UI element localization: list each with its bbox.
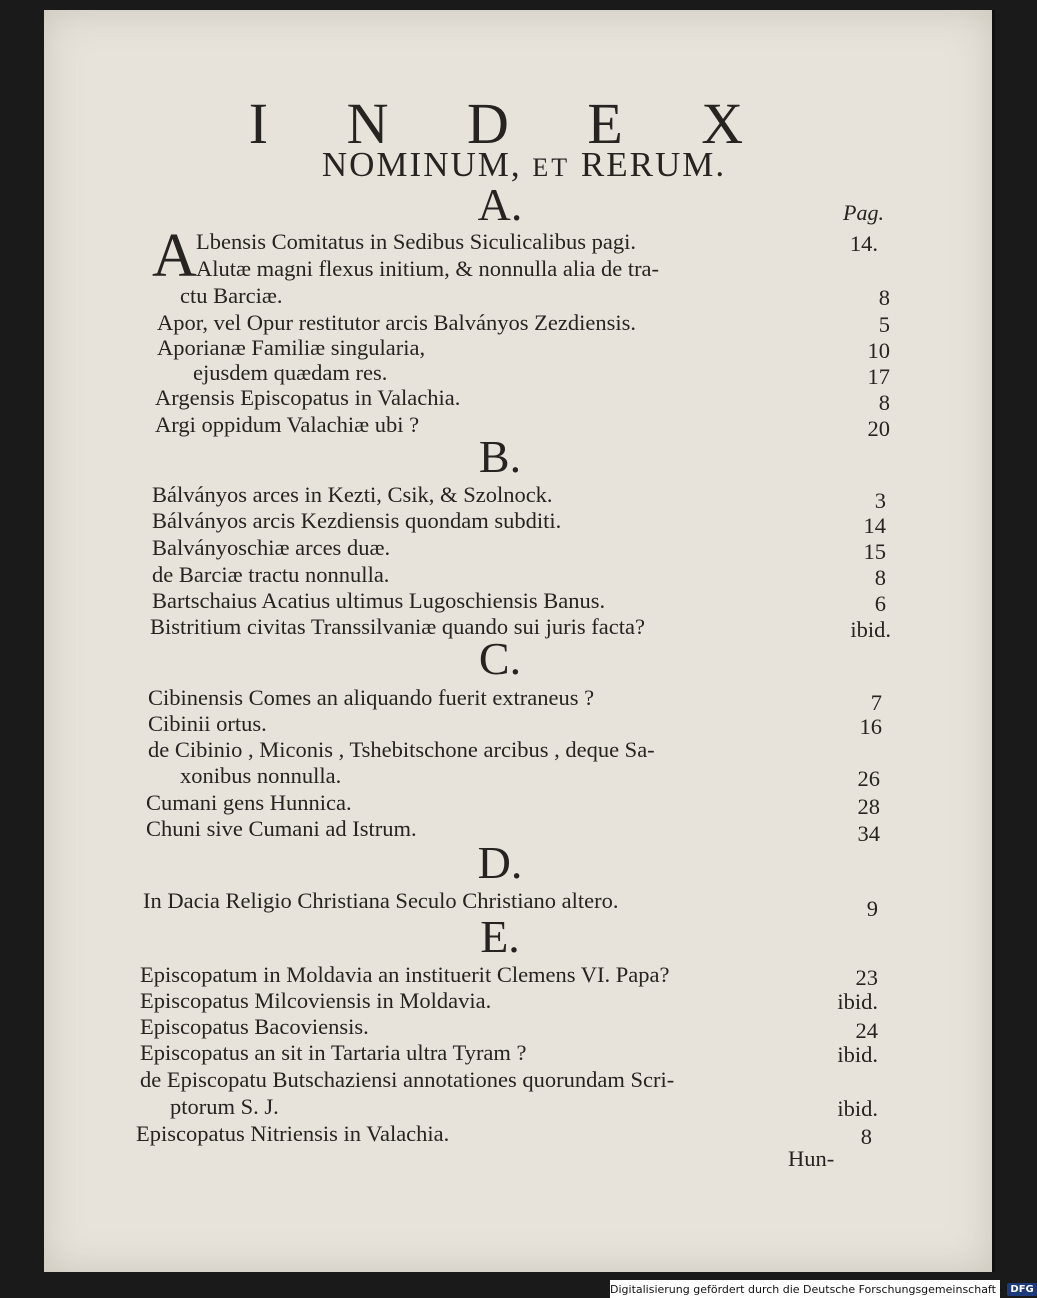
entry-text: de Episcopatu Butschaziensi annotationes quorundam Scri- [140,1067,675,1092]
entry-text: Lbensis Comitatus in Sedibus Siculicalibus pagi. [196,229,636,254]
entry-text: ptorum S. J. [170,1094,279,1119]
entry-text: Alutæ magni flexus initium, & nonnulla alia de tra- [196,256,660,281]
entry-text: Episcopatus Milcoviensis in Moldavia. [140,988,492,1013]
entry-page: 24 [855,1018,878,1043]
footer-text: Digitalisierung gefördert durch die Deutsche Forschungsgemeinschaft - [610,1282,1004,1296]
entry-text: ctu Barciæ. [180,283,283,308]
entry-text: Aporianæ Familiæ singularia, [157,335,426,360]
entry-page: ibid. [837,1042,878,1067]
entry-page: 26 [857,766,880,791]
entry-text: de Barciæ tractu nonnulla. [152,562,390,587]
entry-page: 8 [874,565,886,590]
entry-page: 14 [863,513,886,538]
entry-text: Argensis Episcopatus in Valachia. [155,385,461,410]
subtitle-nominum: NOMINUM, [321,145,522,184]
entry-page: 3 [874,488,886,513]
entry-page: 10 [867,338,890,363]
entry-text: Chuni sive Cumani ad Istrum. [146,816,417,841]
catchword: Hun- [788,1146,835,1171]
entry-page: 17 [867,364,890,389]
entry-page: 16 [859,714,882,739]
subtitle-et: ET [532,153,571,182]
entry-text: Cibinensis Comes an aliquando fuerit extraneus ? [148,685,595,710]
dfg-logo: DFG [1007,1283,1036,1296]
entry-text: Apor, vel Opur restitutor arcis Balványos Zezdiensis. [157,310,636,335]
entry-text: Episcopatus Nitriensis in Valachia. [136,1121,450,1146]
entry-page: 7 [870,690,882,715]
entry-text: Cumani gens Hunnica. [146,790,352,815]
entry-page: 9 [866,896,878,921]
drop-cap-a: A [152,222,197,290]
entry-page: ibid. [850,617,891,642]
entry-page: 8 [860,1124,872,1149]
entry-page: 20 [867,416,890,441]
section-heading-b: B. [478,431,522,482]
entry-page: 8 [878,390,890,415]
entry-page: 5 [878,312,890,337]
entry-text: In Dacia Religio Christiana Seculo Christiano altero. [143,888,619,913]
section-heading-a: A. [477,179,523,230]
section-heading-e: E. [480,911,520,962]
entry-text: Bálványos arcis Kezdiensis quondam subditi. [152,508,562,533]
entry-page: 8 [878,285,890,310]
entry-text: Episcopatus an sit in Tartaria ultra Tyram ? [140,1040,527,1065]
entry-text: Bálványos arces in Kezti, Csik, & Szolnock. [152,482,553,507]
entry-page: ibid. [837,989,878,1014]
entry-page: 14. [849,231,878,256]
entry-text: Bistritium civitas Transsilvaniæ quando sui juris facta? [150,614,645,639]
entry-text: ejusdem quædam res. [193,360,388,385]
entry-text: Argi oppidum Valachiæ ubi ? [155,412,420,437]
section-heading-d: D. [477,837,523,888]
entry-page: 6 [874,591,886,616]
entry-page: 28 [857,794,880,819]
entry-text: Episcopatum in Moldavia an instituerit Clemens VI. Papa? [140,962,670,987]
entry-page: 23 [855,965,878,990]
subtitle-rerum: RERUM. [580,145,727,184]
entry-text: de Cibinio , Miconis , Tshebitschone arcibus , deque Sa- [148,737,655,762]
entry-text: Bartschaius Acatius ultimus Lugoschiensis Banus. [152,588,606,613]
entry-page: ibid. [837,1096,878,1121]
entry-page: 34 [857,821,880,846]
index-title: I N D E X [248,91,776,156]
page-column-label: Pag. [843,200,884,225]
entry-text: Cibinii ortus. [148,711,267,736]
entry-text: Episcopatus Bacoviensis. [140,1014,369,1039]
entry-text: xonibus nonnulla. [180,763,342,788]
entry-text: Balványoschiæ arces duæ. [152,535,391,560]
digitization-footer [610,1280,1034,1298]
section-heading-c: C. [478,633,522,684]
entry-page: 15 [863,539,886,564]
